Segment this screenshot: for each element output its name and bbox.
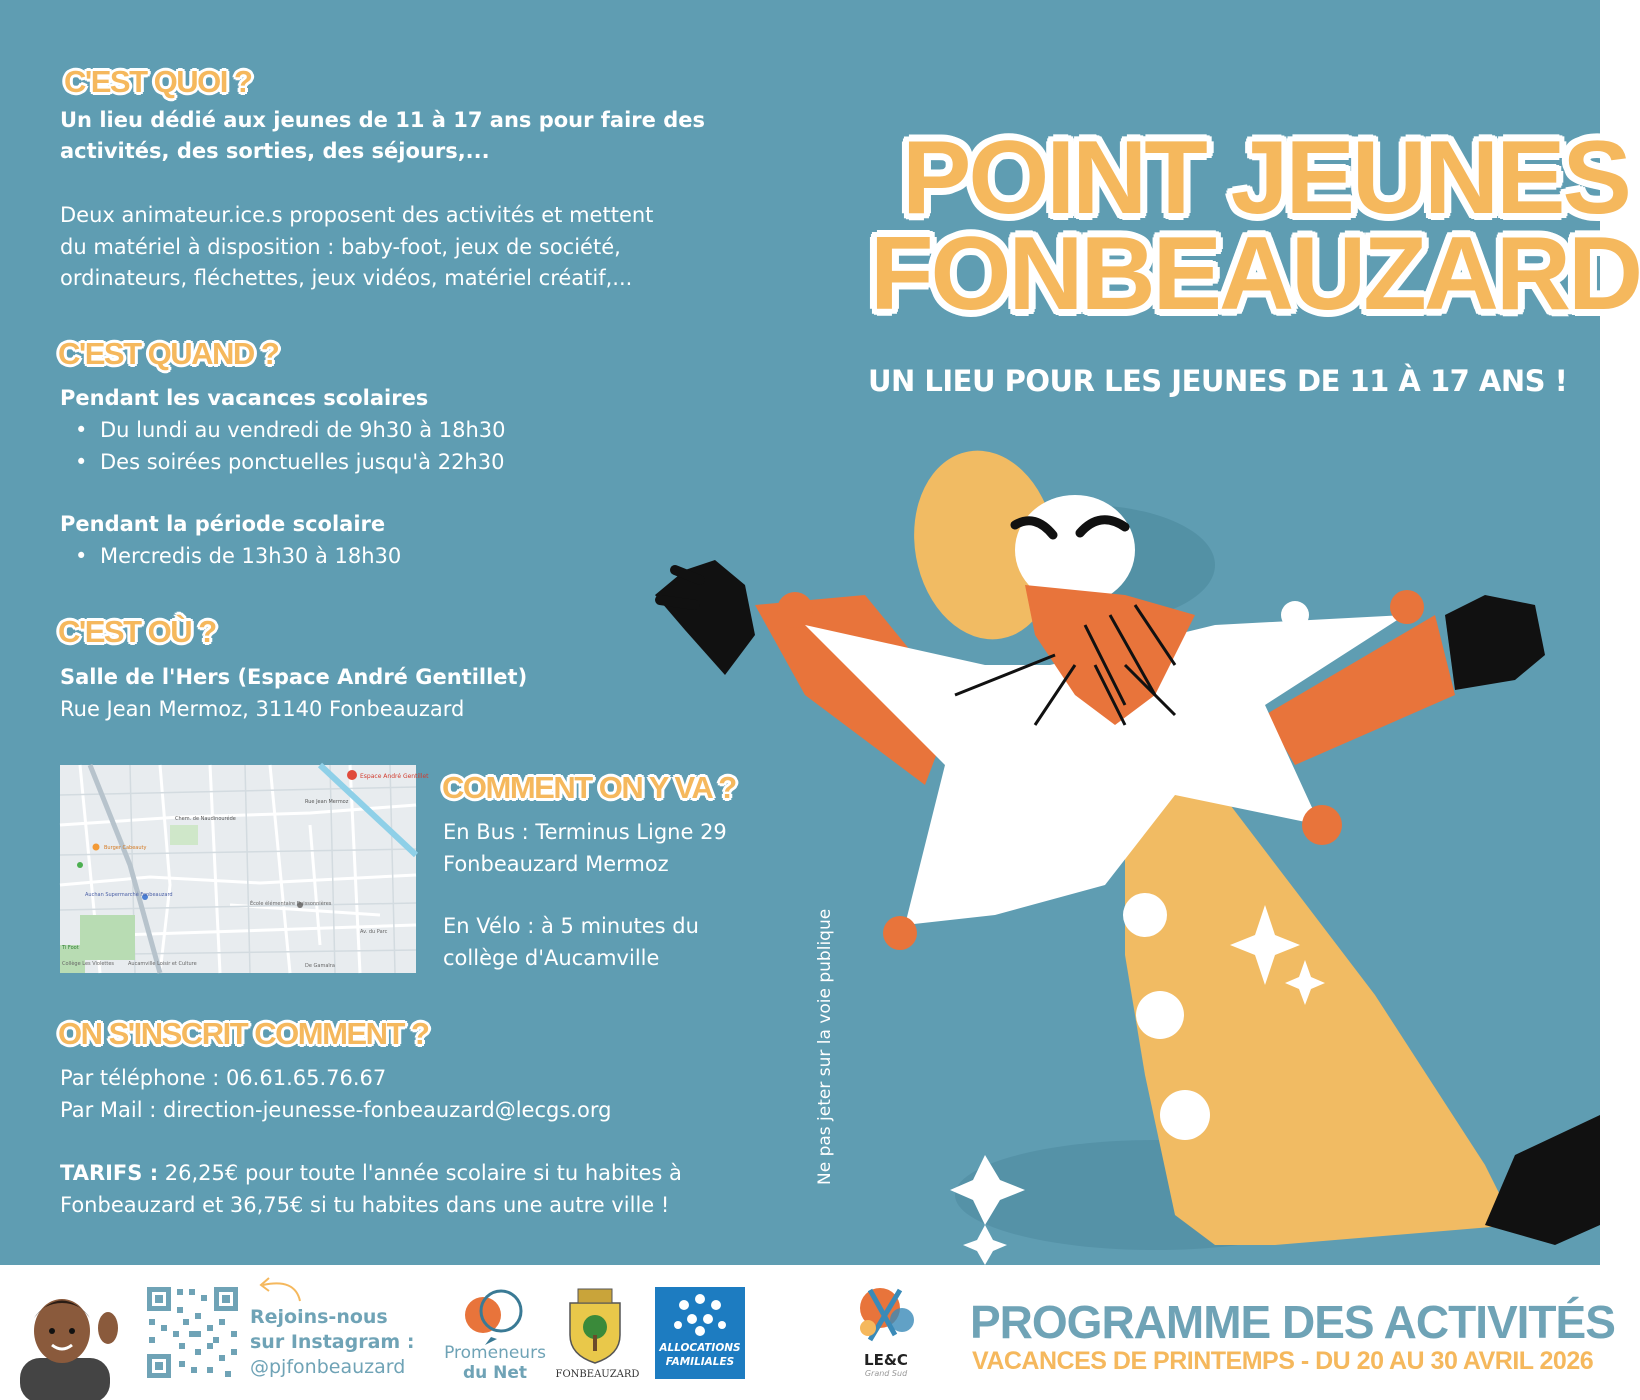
contact-phone: Par téléphone : 06.61.65.76.67 bbox=[60, 1066, 387, 1090]
quoi-desc-line-3: ordinateurs, fléchettes, jeux vidéos, matériel créatif,... bbox=[60, 266, 633, 290]
lec-logo bbox=[848, 1351, 924, 1378]
footer-bar bbox=[0, 1265, 1615, 1400]
promeneurs-line-1: Promeneurs bbox=[444, 1343, 546, 1363]
list-item: • Des soirées ponctuelles jusqu'à 22h30 bbox=[60, 446, 506, 478]
map-graphic bbox=[60, 765, 429, 973]
promeneurs-logo bbox=[440, 1343, 550, 1383]
fonbeauzard-crest-icon bbox=[562, 1285, 628, 1365]
scolaire-list bbox=[60, 540, 401, 572]
caf-figures-icon bbox=[670, 1291, 730, 1339]
quoi-desc-line-1: Deux animateur.ice.s proposent des activités et mettent bbox=[60, 203, 654, 227]
tarifs-line-1 bbox=[60, 1157, 682, 1189]
map-pin-label: Espace André Gentillet bbox=[360, 773, 429, 780]
place-name: Salle de l'Hers (Espace André Gentillet) bbox=[60, 665, 528, 689]
programme-subtitle: VACANCES DE PRINTEMPS - DU 20 AU 30 AVRIL 2026 bbox=[972, 1347, 1594, 1375]
list-item: • Du lundi au vendredi de 9h30 à 18h30 bbox=[60, 414, 506, 446]
comment-va-heading: COMMENT ON Y VA ? bbox=[442, 770, 736, 805]
tarifs-line-2: Fonbeauzard et 36,75€ si tu habites dans une autre ville ! bbox=[60, 1193, 670, 1217]
bus-line-1: En Bus : Terminus Ligne 29 bbox=[443, 820, 727, 844]
lec-line-1: LE&C bbox=[864, 1351, 908, 1369]
map-poi-label: Auchan Supermarché Fonbeauzard bbox=[85, 892, 173, 898]
map-poi-label: De Gamaïra bbox=[305, 963, 335, 969]
curved-arrow-icon bbox=[255, 1273, 305, 1303]
quoi-lead-line-2: activités, des sorties, des séjours,... bbox=[60, 139, 490, 163]
map-poi-label: École élémentaire Buissonnières bbox=[250, 901, 332, 907]
map-poi-label: Aucamville Loisir et Culture bbox=[128, 961, 197, 967]
promeneurs-line-2: du Net bbox=[462, 1363, 528, 1383]
vacances-list bbox=[60, 414, 506, 478]
qr-code-icon[interactable] bbox=[145, 1285, 240, 1380]
subtitle: UN LIEU POUR LES JEUNES DE 11 À 17 ANS ! bbox=[868, 364, 1568, 398]
insta-line-1: Rejoins-nous bbox=[250, 1306, 388, 1328]
place-address: Rue Jean Mermoz, 31140 Fonbeauzard bbox=[60, 697, 465, 721]
tarifs-text: 26,25€ pour toute l'année scolaire si tu habites à bbox=[158, 1161, 682, 1185]
velo-line-2: collège d'Aucamville bbox=[443, 946, 660, 970]
inscription-heading: ON S'INSCRIT COMMENT ? bbox=[58, 1016, 429, 1051]
vacances-title: Pendant les vacances scolaires bbox=[60, 386, 429, 410]
scolaire-title: Pendant la période scolaire bbox=[60, 512, 386, 536]
caf-line-2: FAMILIALES bbox=[665, 1356, 735, 1368]
location-map[interactable] bbox=[60, 765, 429, 973]
list-item: • Mercredis de 13h30 à 18h30 bbox=[60, 540, 401, 572]
map-poi-label: Av. du Parc bbox=[360, 929, 388, 935]
programme-title: PROGRAMME DES ACTIVITÉS bbox=[970, 1296, 1615, 1348]
vertical-note: Ne pas jeter sur la voie publique bbox=[815, 908, 835, 1185]
quand-heading: C'EST QUAND ? bbox=[58, 336, 279, 371]
pierrot-illustration bbox=[655, 455, 1600, 1265]
insta-line-2: sur Instagram : bbox=[250, 1331, 415, 1353]
caf-line-1: ALLOCATIONS bbox=[659, 1342, 741, 1354]
map-poi-label: Collège Les Violettes bbox=[62, 961, 115, 967]
quoi-lead-line-1: Un lieu dédié aux jeunes de 11 à 17 ans pour faire des bbox=[60, 108, 705, 132]
avatar-icon bbox=[10, 1283, 122, 1399]
bus-line-2: Fonbeauzard Mermoz bbox=[443, 852, 669, 876]
lec-line-2: Grand Sud bbox=[864, 1369, 908, 1378]
ou-heading: C'EST OÙ ? bbox=[58, 614, 216, 649]
map-poi-label: Ti Foot bbox=[62, 945, 79, 951]
velo-line-1: En Vélo : à 5 minutes du bbox=[443, 914, 699, 938]
lec-logo-icon bbox=[850, 1280, 922, 1350]
insta-handle[interactable]: @pjfonbeauzard bbox=[250, 1356, 406, 1378]
contact-mail: Par Mail : direction-jeunesse-fonbeauzard@lecgs.org bbox=[60, 1098, 612, 1122]
quoi-heading: C'EST QUOI ? bbox=[64, 64, 252, 99]
caf-text bbox=[655, 1341, 745, 1369]
map-poi-label: Burger Cabeauty bbox=[104, 845, 147, 851]
map-pin-icon bbox=[347, 770, 357, 780]
fonbeauzard-logo-label: FONBEAUZARD bbox=[555, 1369, 640, 1380]
quoi-desc-line-2: du matériel à disposition : baby-foot, jeux de société, bbox=[60, 235, 621, 259]
promeneurs-logo-icon bbox=[455, 1287, 535, 1345]
map-road-label: Chem. de Naudinouréde bbox=[175, 816, 236, 822]
instagram-text[interactable] bbox=[250, 1305, 414, 1380]
caf-logo bbox=[655, 1287, 745, 1379]
title-line-2: FONBEAUZARD bbox=[870, 216, 1640, 332]
tarifs-label: TARIFS : bbox=[60, 1161, 159, 1185]
title-line-1: POINT JEUNES bbox=[902, 120, 1629, 236]
map-road-label: Rue Jean Mermoz bbox=[305, 799, 349, 805]
